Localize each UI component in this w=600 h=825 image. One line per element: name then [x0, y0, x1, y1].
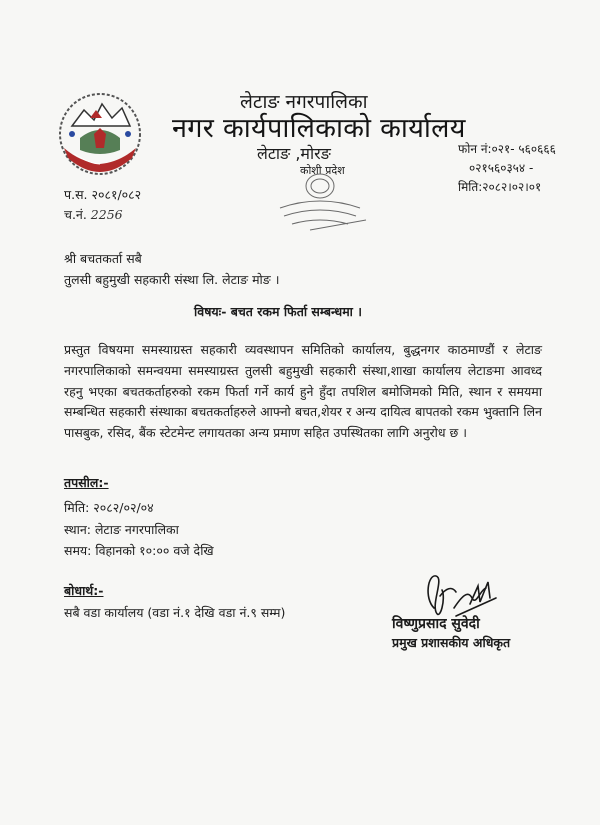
- office-stamp-icon: [270, 158, 370, 233]
- office-location: लेटाङ ,मोरङ: [257, 144, 331, 163]
- patra-sankhya: प.स. २०८१/०८२: [64, 187, 142, 202]
- details-place: स्थान: लेटाङ नगरपालिका: [64, 521, 179, 537]
- province-name: कोशी प्रदेश: [300, 164, 345, 177]
- details-block: [64, 497, 214, 562]
- nepal-emblem-icon: [50, 88, 150, 176]
- cc-line: सबै वडा कार्यालय (वडा नं.१ देखि वडा नं.९ सम्म): [64, 605, 286, 620]
- reference-block: [64, 185, 141, 225]
- signatory-name: विष्णुप्रसाद सुवेदी: [392, 616, 480, 632]
- recipient-line-1: श्री बचतकर्ता सबै: [64, 251, 142, 266]
- letter-body: प्रस्तुत विषयमा समस्याग्रस्त सहकारी व्यवस्थापन समितिको कार्यालय, बुद्धनगर काठमाण्डौं र लेटाङ नगरपालिकाको समन्वयमा समस्याग्रस्त तुलसी बहुमुखी सहकारी संस्था,शाखा कार्यालय लेटाङमा आवध्द रहनु भएका बचतकर्ताहरुको रकम फिर्ता गर्ने कार्य हुने हुँदा तपशिल बमोजिमको मिति, स्थान र समयमा सम्बन्धित सहकारी संस्थाका बचतकर्ताहरुले आफ्नो बचत,शेयर र अन्य दायित्व बापतको रकम भुक्तानि लिन पासबुक, रसिद, बैंक स्टेटमेन्ट लगायतका अन्य प्रमाण सहित उपस्थितका लागि अनुरोध छ ।: [64, 342, 542, 441]
- chalani-label: च.नं.: [64, 207, 91, 222]
- cc-heading: बोधार्थ:-: [64, 583, 104, 598]
- chalani-number: [64, 205, 141, 225]
- contact-block: [458, 140, 556, 197]
- chalani-handwritten: 2256: [90, 207, 123, 222]
- letter-subject: विषयः- बचत रकम फिर्ता सम्बन्धमा ।: [194, 304, 363, 319]
- recipient-line-2: तुलसी बहुमुखी सहकारी संस्था लि. लेटाङ मोङ ।: [64, 272, 280, 287]
- details-time: समय: विहानको १०:०० वजे देखि: [64, 543, 214, 558]
- details-heading: तपसील:-: [64, 475, 109, 490]
- phone-line-1: फोन नं:०२१- ५६०६६६: [458, 142, 556, 156]
- letter-date: मिति:२०८२।०२।०१: [458, 180, 542, 194]
- signatory-title: प्रमुख प्रशासकीय अधिकृत: [392, 635, 511, 650]
- office-title: नगर कार्यपालिकाको कार्यालय: [172, 113, 466, 144]
- municipality-name: लेटाङ नगरपालिका: [240, 91, 368, 113]
- details-date: मिति: २०८२/०२/०४: [64, 500, 154, 515]
- phone-line-2: ०२१५६०३५४ -: [469, 161, 534, 175]
- recipient-block: [64, 248, 279, 290]
